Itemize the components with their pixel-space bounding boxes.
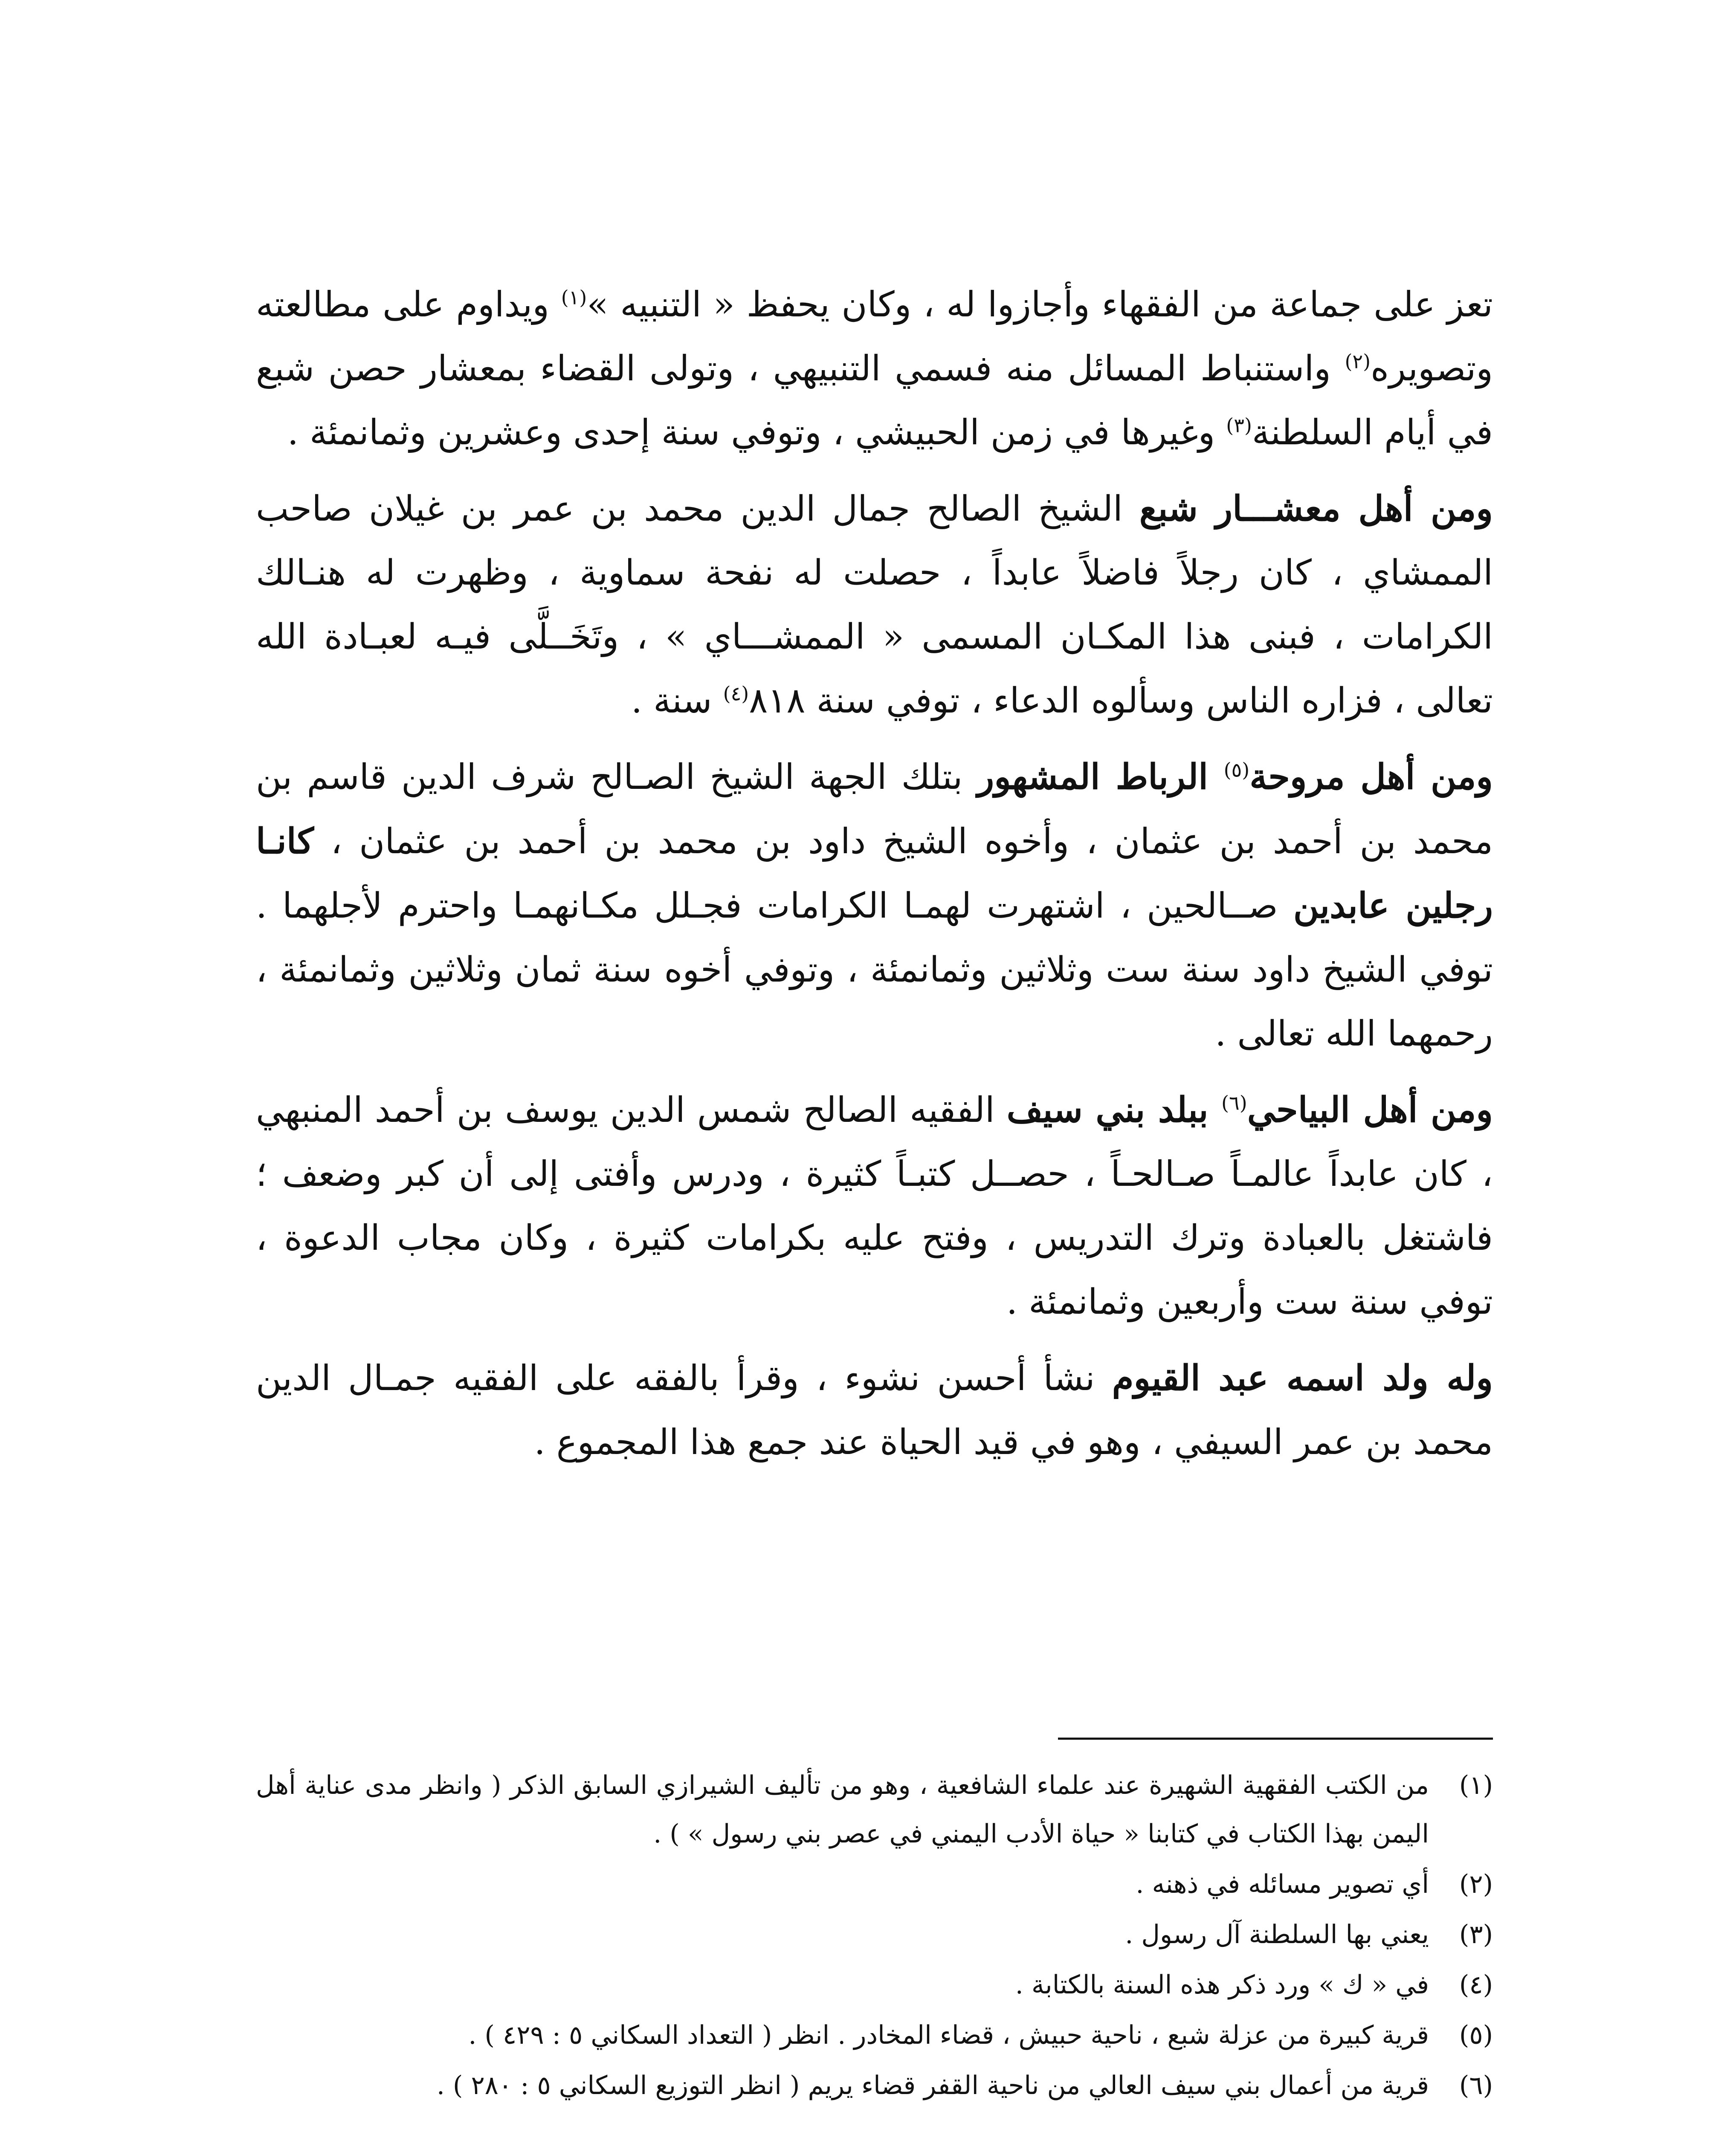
footnote-ref-4[interactable]: (٤): [723, 682, 749, 705]
footnote-number: (٢): [1459, 1869, 1493, 1899]
paragraph-4: [256, 1078, 1493, 1334]
footnote-ref-2[interactable]: (٢): [1345, 350, 1371, 373]
footnote-6: [256, 2061, 1493, 2110]
paragraph-3-bold: الرباط المشهور: [977, 756, 1224, 797]
paragraph-1-text-2: ويداوم على مطالعته وتصويره: [256, 284, 1493, 389]
paragraph-1-text-3: واستنباط المسائل منه فسمي التنبيهي ، وتولى القضاء بمعشار حصن شبع في أيام السلطنة: [256, 348, 1493, 453]
footnote-ref-5[interactable]: (٥): [1223, 758, 1250, 782]
footnote-ref-6[interactable]: (٦): [1221, 1091, 1247, 1115]
footnote-separator: [1058, 1738, 1493, 1740]
footnote-text: أي تصوير مسائله في ذهنه .: [1136, 1869, 1429, 1899]
footnote-2: [256, 1860, 1493, 1909]
footnote-1: [256, 1761, 1493, 1858]
paragraph-5-text: نشأ أحسن نشوء ، وقرأ بالفقه على الفقيه جمـال الدين محمد بن عمر السيفي ، وهو في قيد الحياة عند جمع هذا المجموع .: [256, 1358, 1493, 1463]
paragraph-4-lead: ومن أهل البياحي: [1247, 1089, 1493, 1130]
footnote-number: (٦): [1459, 2071, 1493, 2100]
footnote-5: [256, 2011, 1493, 2060]
footnote-number: (٣): [1459, 1920, 1493, 1950]
paragraph-1-text: تعز على جماعة من الفقهاء وأجازوا له ، وكان يحفظ « التنبيه »: [587, 284, 1493, 325]
paragraph-3-bold-2: كانـا رجلين عابدين: [256, 821, 1493, 926]
paragraph-3-lead: ومن أهل مروحة: [1249, 756, 1493, 797]
paragraph-2: [256, 477, 1493, 733]
footnote-4: [256, 1961, 1493, 2009]
paragraph-3-text-2: صــالحين ، اشتهرت لهمـا الكرامات فجـلل مكـانهمـا واحترم لأجلهما . توفي الشيخ داود سنة ست وثلاثين وثمانمئة ، وتوفي أخوه سنة ثمان وثلاثين وثمانمئة ، رحمهما الله تعالى .: [256, 886, 1493, 1054]
footnote-ref-3[interactable]: (٣): [1226, 414, 1252, 437]
footnote-text: من الكتب الفقهية الشهيرة عند علماء الشافعية ، وهو من تأليف الشيرازي السابق الذكر ( وانظر مدى عناية أهل اليمن بهذا الكتاب في كتابنا « حياة الأدب اليمني في عصر بني رسول » ) .: [256, 1770, 1429, 1849]
paragraph-1-text-4: وغيرها في زمن الحبيشي ، وتوفي سنة إحدى وعشرين وثمانمئة .: [287, 412, 1226, 453]
main-text: [256, 273, 1493, 1486]
paragraph-3: [256, 745, 1493, 1066]
footnote-ref-1[interactable]: (١): [561, 286, 587, 309]
footnote-text: قرية كبيرة من عزلة شبع ، ناحية حبيش ، قضاء المخادر . انظر ( التعداد السكاني ٥ : ٤٢٩ ) .: [468, 2020, 1429, 2050]
footnote-text: يعني بها السلطنة آل رسول .: [1125, 1920, 1429, 1950]
footnotes: [256, 1761, 1493, 2112]
footnote-3: [256, 1910, 1493, 1959]
footnote-text: في « ك » ورد ذكر هذه السنة بالكتابة .: [1015, 1970, 1429, 2000]
paragraph-5: [256, 1346, 1493, 1474]
paragraph-1: [256, 273, 1493, 465]
footnote-number: (٤): [1459, 1970, 1493, 2000]
paragraph-5-lead: وله ولد اسمه عبد القيوم: [1112, 1358, 1493, 1399]
paragraph-3-text: بتلك الجهة الشيخ الصـالح شرف الدين قاسم بن محمد بن أحمد بن عثمان ، وأخوه الشيخ داود بن محمد بن أحمد بن عثمان ،: [256, 757, 1493, 862]
paragraph-2-lead: ومن أهل معشـــار شبع: [1139, 488, 1493, 529]
paragraph-4-bold: ببلد بني سيف: [1006, 1089, 1222, 1130]
footnote-text: قرية من أعمال بني سيف العالي من ناحية القفر قضاء يريم ( انظر التوزيع السكاني ٥ : ٢٨٠ ) .: [436, 2071, 1429, 2100]
paragraph-4-text: الفقيه الصالح شمس الدين يوسف بن أحمد المنبهي ، كان عابداً عالمـاً صـالحـاً ، حصــل كتبـاً كثيرة ، ودرس وأفتى إلى أن كبر وضعف ؛ فاشتغل بالعبادة وترك التدريس ، وفتح عليه بكرامات كثيرة ، وكان مجاب الدعوة ، توفي سنة ست وأربعين وثمانمئة .: [256, 1090, 1493, 1322]
paragraph-2-text-2: سنة .: [631, 681, 723, 721]
footnote-number: (٥): [1459, 2020, 1493, 2050]
paragraph-2-text: الشيخ الصالح جمال الدين محمد بن عمر بن غيلان صاحب الممشاي ، كان رجلاً فاضلاً عابداً ، حصلت له نفحة سماوية ، وظهرت له هنـالك الكرامات ، فبنى هذا المكـان المسمى « الممشـــاي » ، وتَخَــلَّى فيـه لعبـادة الله تعالى ، فزاره الناس وسألوه الدعاء ، توفي سنة ٨١٨: [256, 489, 1493, 721]
footnote-number: (١): [1459, 1770, 1493, 1800]
